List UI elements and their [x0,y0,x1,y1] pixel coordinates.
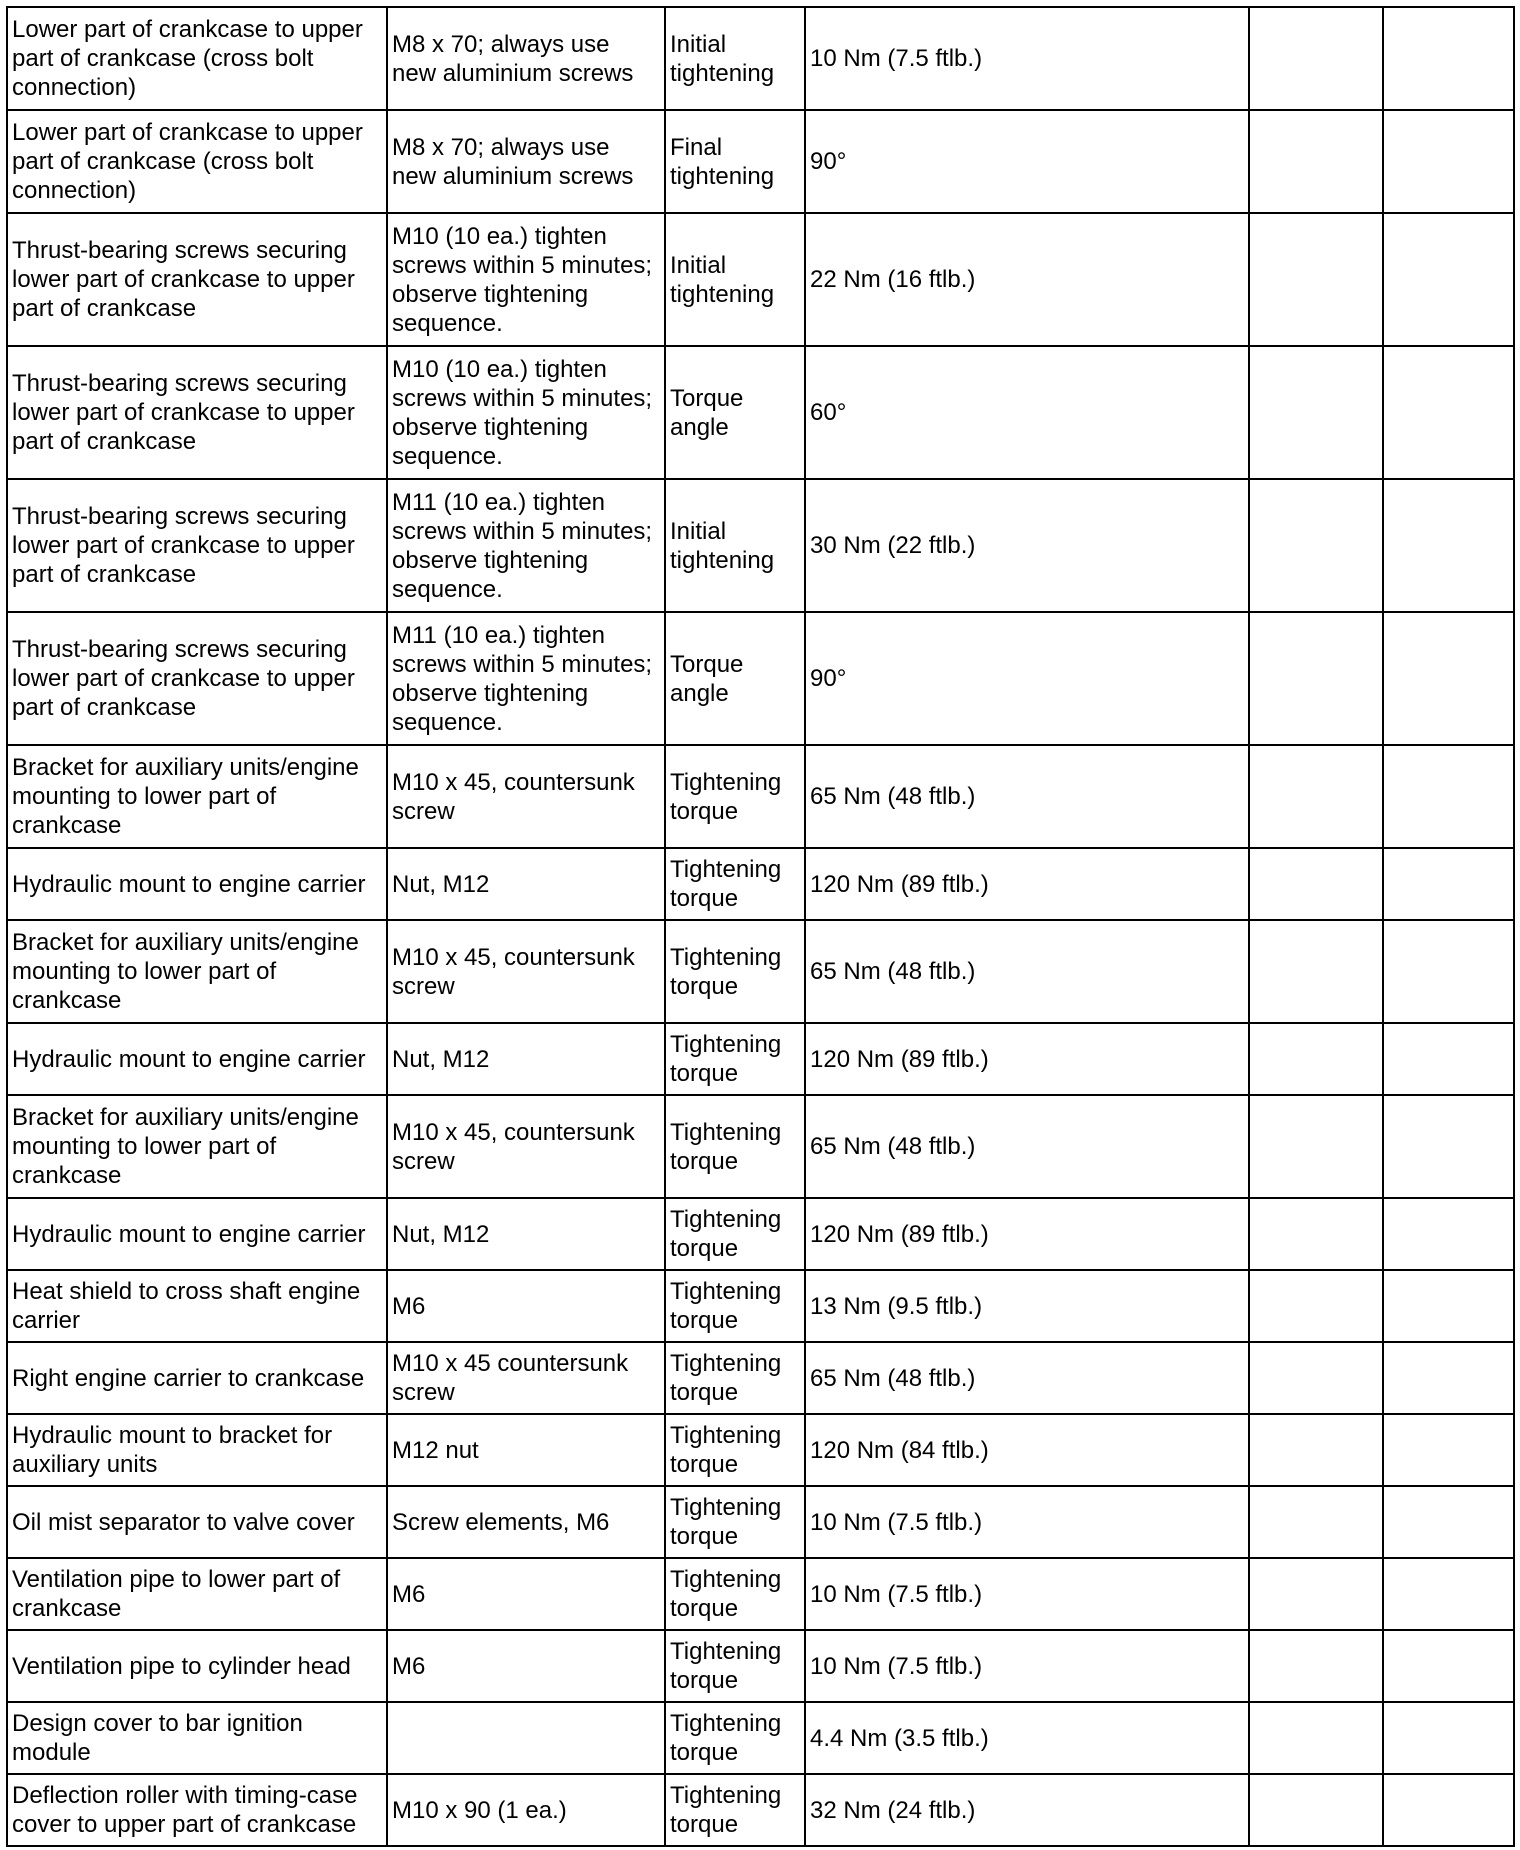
empty-cell [1249,1198,1383,1270]
fastener-cell: M12 nut [387,1414,665,1486]
empty-cell [1249,745,1383,848]
torque-value-cell: 30 Nm (22 ftlb.) [805,479,1249,612]
component-cell: Bracket for auxiliary units/engine mounting to lower part of crankcase [7,745,387,848]
table-row [7,1198,1514,1270]
fastener-cell: M6 [387,1558,665,1630]
empty-cell [1383,1774,1514,1846]
component-cell: Ventilation pipe to cylinder head [7,1630,387,1702]
table-row [7,1774,1514,1846]
component-cell: Design cover to bar ignition module [7,1702,387,1774]
torque-value-cell: 90° [805,612,1249,745]
table-row [7,346,1514,479]
empty-cell [1249,7,1383,110]
stage-cell: Tightening torque [665,1630,805,1702]
component-cell: Hydraulic mount to engine carrier [7,1023,387,1095]
stage-cell: Tightening torque [665,1270,805,1342]
empty-cell [1383,1558,1514,1630]
torque-value-cell: 120 Nm (89 ftlb.) [805,848,1249,920]
stage-cell: Tightening torque [665,1558,805,1630]
torque-value-cell: 65 Nm (48 ftlb.) [805,920,1249,1023]
fastener-cell: M8 x 70; always use new aluminium screws [387,110,665,213]
torque-value-cell: 4.4 Nm (3.5 ftlb.) [805,1702,1249,1774]
component-cell: Lower part of crankcase to upper part of crankcase (cross bolt connection) [7,7,387,110]
stage-cell: Tightening torque [665,1702,805,1774]
stage-cell: Torque angle [665,346,805,479]
component-cell: Bracket for auxiliary units/engine mounting to lower part of crankcase [7,1095,387,1198]
torque-value-cell: 120 Nm (84 ftlb.) [805,1414,1249,1486]
component-cell: Right engine carrier to crankcase [7,1342,387,1414]
fastener-cell: Screw elements, M6 [387,1486,665,1558]
torque-value-cell: 10 Nm (7.5 ftlb.) [805,1630,1249,1702]
empty-cell [1383,110,1514,213]
stage-cell: Torque angle [665,612,805,745]
torque-value-cell: 120 Nm (89 ftlb.) [805,1023,1249,1095]
component-cell: Hydraulic mount to engine carrier [7,1198,387,1270]
torque-value-cell: 120 Nm (89 ftlb.) [805,1198,1249,1270]
stage-cell: Tightening torque [665,1095,805,1198]
component-cell: Thrust-bearing screws securing lower part of crankcase to upper part of crankcase [7,479,387,612]
component-cell: Lower part of crankcase to upper part of crankcase (cross bolt connection) [7,110,387,213]
stage-cell: Tightening torque [665,1486,805,1558]
empty-cell [1383,612,1514,745]
fastener-cell: M6 [387,1630,665,1702]
table-row [7,1342,1514,1414]
torque-value-cell: 10 Nm (7.5 ftlb.) [805,1558,1249,1630]
table-row [7,110,1514,213]
component-cell: Thrust-bearing screws securing lower part of crankcase to upper part of crankcase [7,346,387,479]
empty-cell [1383,1270,1514,1342]
component-cell: Heat shield to cross shaft engine carrier [7,1270,387,1342]
empty-cell [1249,1270,1383,1342]
stage-cell: Tightening torque [665,1774,805,1846]
fastener-cell: M10 x 45, countersunk screw [387,1095,665,1198]
empty-cell [1249,346,1383,479]
stage-cell: Tightening torque [665,1414,805,1486]
component-cell: Thrust-bearing screws securing lower part of crankcase to upper part of crankcase [7,612,387,745]
table-row [7,1270,1514,1342]
fastener-cell: M8 x 70; always use new aluminium screws [387,7,665,110]
empty-cell [1249,920,1383,1023]
component-cell: Hydraulic mount to engine carrier [7,848,387,920]
stage-cell: Tightening torque [665,1198,805,1270]
empty-cell [1249,1558,1383,1630]
table-row [7,612,1514,745]
torque-value-cell: 65 Nm (48 ftlb.) [805,1342,1249,1414]
fastener-cell: Nut, M12 [387,848,665,920]
table-row [7,1558,1514,1630]
fastener-cell: M10 x 45, countersunk screw [387,745,665,848]
empty-cell [1383,1023,1514,1095]
torque-value-cell: 60° [805,346,1249,479]
stage-cell: Final tightening [665,110,805,213]
table-row [7,1414,1514,1486]
fastener-cell: M11 (10 ea.) tighten screws within 5 minutes; observe tightening sequence. [387,612,665,745]
fastener-cell: M10 (10 ea.) tighten screws within 5 minutes; observe tightening sequence. [387,213,665,346]
empty-cell [1383,346,1514,479]
fastener-cell: M10 x 45, countersunk screw [387,920,665,1023]
empty-cell [1383,479,1514,612]
empty-cell [1249,213,1383,346]
fastener-cell: Nut, M12 [387,1198,665,1270]
component-cell: Bracket for auxiliary units/engine mounting to lower part of crankcase [7,920,387,1023]
empty-cell [1383,7,1514,110]
torque-value-cell: 32 Nm (24 ftlb.) [805,1774,1249,1846]
empty-cell [1249,1414,1383,1486]
fastener-cell: M10 x 45 countersunk screw [387,1342,665,1414]
table-row [7,745,1514,848]
empty-cell [1249,612,1383,745]
torque-value-cell: 22 Nm (16 ftlb.) [805,213,1249,346]
component-cell: Oil mist separator to valve cover [7,1486,387,1558]
empty-cell [1383,1630,1514,1702]
stage-cell: Initial tightening [665,213,805,346]
fastener-cell [387,1702,665,1774]
table-row [7,213,1514,346]
table-row [7,7,1514,110]
empty-cell [1383,1486,1514,1558]
empty-cell [1249,1486,1383,1558]
empty-cell [1249,1630,1383,1702]
fastener-cell: Nut, M12 [387,1023,665,1095]
empty-cell [1249,1774,1383,1846]
stage-cell: Tightening torque [665,848,805,920]
table-row [7,479,1514,612]
table-row [7,1023,1514,1095]
empty-cell [1249,1702,1383,1774]
empty-cell [1383,1702,1514,1774]
empty-cell [1383,848,1514,920]
table-row [7,1630,1514,1702]
empty-cell [1383,1198,1514,1270]
table-row [7,1095,1514,1198]
empty-cell [1249,1023,1383,1095]
empty-cell [1383,920,1514,1023]
torque-value-cell: 65 Nm (48 ftlb.) [805,1095,1249,1198]
torque-value-cell: 90° [805,110,1249,213]
fastener-cell: M10 (10 ea.) tighten screws within 5 minutes; observe tightening sequence. [387,346,665,479]
torque-value-cell: 65 Nm (48 ftlb.) [805,745,1249,848]
stage-cell: Tightening torque [665,1023,805,1095]
empty-cell [1249,848,1383,920]
stage-cell: Tightening torque [665,1342,805,1414]
empty-cell [1383,213,1514,346]
empty-cell [1249,1342,1383,1414]
component-cell: Deflection roller with timing-case cover to upper part of crankcase [7,1774,387,1846]
torque-value-cell: 13 Nm (9.5 ftlb.) [805,1270,1249,1342]
empty-cell [1249,479,1383,612]
stage-cell: Tightening torque [665,745,805,848]
component-cell: Thrust-bearing screws securing lower part of crankcase to upper part of crankcase [7,213,387,346]
empty-cell [1383,1342,1514,1414]
empty-cell [1383,1414,1514,1486]
torque-value-cell: 10 Nm (7.5 ftlb.) [805,7,1249,110]
fastener-cell: M11 (10 ea.) tighten screws within 5 minutes; observe tightening sequence. [387,479,665,612]
torque-value-cell: 10 Nm (7.5 ftlb.) [805,1486,1249,1558]
table-row [7,920,1514,1023]
empty-cell [1249,1095,1383,1198]
table-body [7,7,1514,1846]
component-cell: Hydraulic mount to bracket for auxiliary units [7,1414,387,1486]
table-row [7,848,1514,920]
stage-cell: Initial tightening [665,7,805,110]
empty-cell [1383,1095,1514,1198]
table-row [7,1486,1514,1558]
fastener-cell: M10 x 90 (1 ea.) [387,1774,665,1846]
stage-cell: Initial tightening [665,479,805,612]
table-row [7,1702,1514,1774]
empty-cell [1249,110,1383,213]
stage-cell: Tightening torque [665,920,805,1023]
fastener-cell: M6 [387,1270,665,1342]
empty-cell [1383,745,1514,848]
torque-specification-table [6,6,1515,1847]
component-cell: Ventilation pipe to lower part of crankcase [7,1558,387,1630]
